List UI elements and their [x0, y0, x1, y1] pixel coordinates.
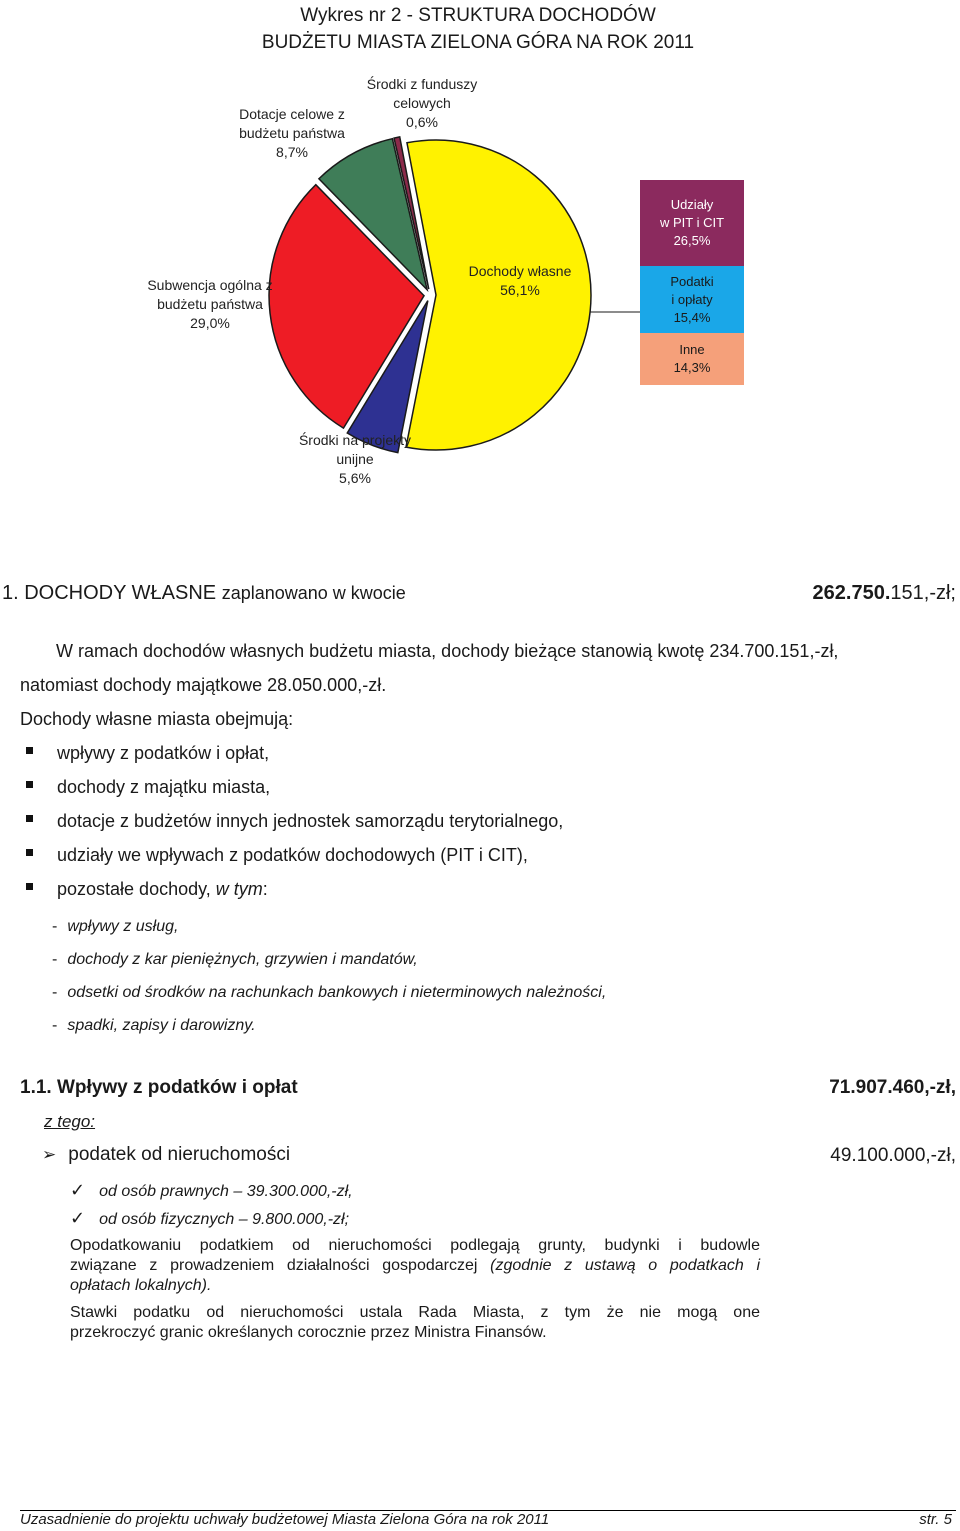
- section1-para1-line1: W ramach dochodów własnych budżetu miasta, dochody bieżące stanowią kwotę 234.700.151,-zł,: [56, 641, 839, 661]
- label-dochody-wlasne-value: 56,1%: [500, 282, 540, 298]
- label-unijne-value: 5,6%: [339, 470, 371, 486]
- label-unijne: [270, 431, 440, 488]
- section11-heading: 1.1. Wpływy z podatków i opłat: [20, 1077, 298, 1098]
- section1-amount-rest: 151,-zł;: [890, 582, 956, 604]
- square-bullet-icon: [26, 883, 33, 890]
- list-item-text: dotacje z budżetów innych jednostek samorządu terytorialnego,: [57, 810, 564, 831]
- note1-line2-plain: związane z prowadzeniem działalności gospodarczej: [70, 1257, 478, 1274]
- footer-document-title: Uzasadnienie do projektu uchwały budżetowej Miasta Zielona Góra na rok 2011: [20, 1511, 550, 1528]
- breakdown-podatki-line1: Podatki: [670, 273, 714, 289]
- square-bullet-icon: [26, 747, 33, 754]
- note1-line2-italic: (zgodnie z ustawą o podatkach i: [490, 1257, 760, 1274]
- label-unijne-line2: unijne: [336, 451, 374, 467]
- label-subwencja-value: 29,0%: [190, 315, 230, 331]
- list-item: [24, 736, 563, 770]
- note2-line1: Stawki podatku od nieruchomości ustala Rada Miasta, z tym że nie mogą one: [70, 1304, 760, 1321]
- list-item-text: pozostałe dochody,: [57, 878, 211, 899]
- check-item-text: od osób prawnych – 39.300.000,-zł,: [99, 1183, 353, 1200]
- list-item-text: udziały we wpływach z podatków dochodowych (PIT i CIT),: [57, 844, 528, 865]
- chart-title-line2: BUDŻETU MIASTA ZIELONA GÓRA NA ROK 2011: [261, 32, 695, 53]
- label-dotacje-value: 8,7%: [276, 144, 308, 160]
- breakdown-podatki-line2: i opłaty: [671, 291, 713, 307]
- section1-amount: [813, 582, 956, 605]
- list-item-text-italic: w tym: [215, 878, 263, 899]
- breakdown-udzialy-line2: w PIT i CIT: [659, 215, 725, 230]
- label-fundusze-line1: Środki z funduszy: [366, 76, 478, 92]
- breakdown-segment-udzialy: [640, 180, 744, 266]
- label-subwencja: [130, 276, 290, 333]
- section1-heading: [2, 582, 406, 605]
- check-item: [70, 1180, 353, 1201]
- breakdown-segment-podatki: [640, 266, 744, 333]
- dash-item-text: wpływy z usług,: [67, 917, 179, 935]
- breakdown-podatki-value: 15,4%: [673, 309, 711, 325]
- label-dotacje-line2: budżetu państwa: [239, 125, 345, 141]
- section1-para2: Dochody własne miasta obejmują:: [20, 709, 294, 729]
- dash-item: [52, 1009, 606, 1042]
- section1-para1-line2: natomiast dochody majątkowe 28.050.000,-zł.: [20, 675, 387, 695]
- check-item: [70, 1208, 349, 1229]
- note2-line2: przekroczyć granic określanych corocznie przez Ministra Finansów.: [70, 1324, 547, 1341]
- section11-amount: 71.907.460,-zł,: [829, 1077, 956, 1098]
- list-item-colon: :: [262, 878, 268, 899]
- label-dochody-wlasne: [440, 262, 600, 300]
- podatek-nieruchomosci-label: podatek od nieruchomości: [68, 1144, 291, 1165]
- footer-page-number: str. 5: [919, 1511, 952, 1528]
- z-tego-label: z tego:: [44, 1112, 96, 1131]
- note1-line2: [70, 1256, 760, 1276]
- label-unijne-line1: Środki na projekty: [298, 432, 412, 448]
- dash-item: [52, 910, 606, 943]
- note1-line1: Opodatkowaniu podatkiem od nieruchomości podlegają grunty, budynki i budowle: [70, 1237, 760, 1254]
- breakdown-udzialy-value: 26,5%: [673, 233, 711, 248]
- arrow-bullet-icon: ➢: [42, 1145, 57, 1164]
- label-fundusze-value: 0,6%: [406, 114, 438, 130]
- square-bullet-icon: [26, 849, 33, 856]
- chart-title-line1: Wykres nr 2 - STRUKTURA DOCHODÓW: [300, 5, 656, 26]
- dash-item: [52, 976, 606, 1009]
- checkmark-icon: ✓: [70, 1180, 86, 1200]
- podatek-nieruchomosci-amount: 49.100.000,-zł,: [830, 1145, 956, 1166]
- podatek-nieruchomosci-row: [42, 1144, 290, 1166]
- dash-icon: -: [52, 950, 58, 968]
- square-bullet-icon: [26, 781, 33, 788]
- checkmark-icon: ✓: [70, 1208, 86, 1228]
- label-dotacje: [222, 105, 362, 162]
- dash-icon: -: [52, 917, 58, 935]
- list-item: [24, 838, 563, 872]
- list-item: [24, 804, 563, 838]
- check-item-text: od osób fizycznych – 9.800.000,-zł;: [99, 1211, 350, 1228]
- label-dotacje-line1: Dotacje celowe z: [239, 106, 345, 122]
- section1-heading-title: 1. DOCHODY WŁASNE: [2, 582, 217, 604]
- section1-heading-text: zaplanowano w kwocie: [221, 583, 406, 603]
- dash-item-text: dochody z kar pieniężnych, grzywien i mandatów,: [67, 950, 418, 968]
- dash-icon: -: [52, 983, 58, 1001]
- list-item: [24, 872, 563, 906]
- bullet-list: [24, 736, 563, 906]
- dash-icon: -: [52, 1016, 58, 1034]
- square-bullet-icon: [26, 815, 33, 822]
- dash-item-text: spadki, zapisy i darowizny.: [67, 1016, 256, 1034]
- breakdown-inne-value: 14,3%: [673, 360, 711, 375]
- label-fundusze: [350, 75, 494, 132]
- label-fundusze-line2: celowych: [393, 95, 451, 111]
- breakdown-inne-line1: Inne: [679, 342, 705, 357]
- dash-list: [52, 910, 606, 1042]
- list-item-text: wpływy z podatków i opłat,: [57, 742, 270, 763]
- breakdown-udzialy-line1: Udziały: [670, 197, 714, 212]
- dash-item-text: odsetki od środków na rachunkach bankowych i nieterminowych należności,: [67, 983, 607, 1001]
- note1-line3: opłatach lokalnych).: [70, 1277, 212, 1294]
- label-subwencja-line2: budżetu państwa: [157, 296, 263, 312]
- dash-item: [52, 943, 606, 976]
- note-opodatkowanie: [70, 1236, 760, 1296]
- label-subwencja-line1: Subwencja ogólna z: [147, 277, 273, 293]
- section1-amount-bold: 262.750.: [812, 582, 891, 604]
- note-stawki: [70, 1303, 760, 1343]
- label-dochody-wlasne-line1: Dochody własne: [468, 263, 572, 279]
- list-item: [24, 770, 563, 804]
- breakdown-segment-inne: [640, 333, 744, 385]
- list-item-text: dochody z majątku miasta,: [57, 776, 271, 797]
